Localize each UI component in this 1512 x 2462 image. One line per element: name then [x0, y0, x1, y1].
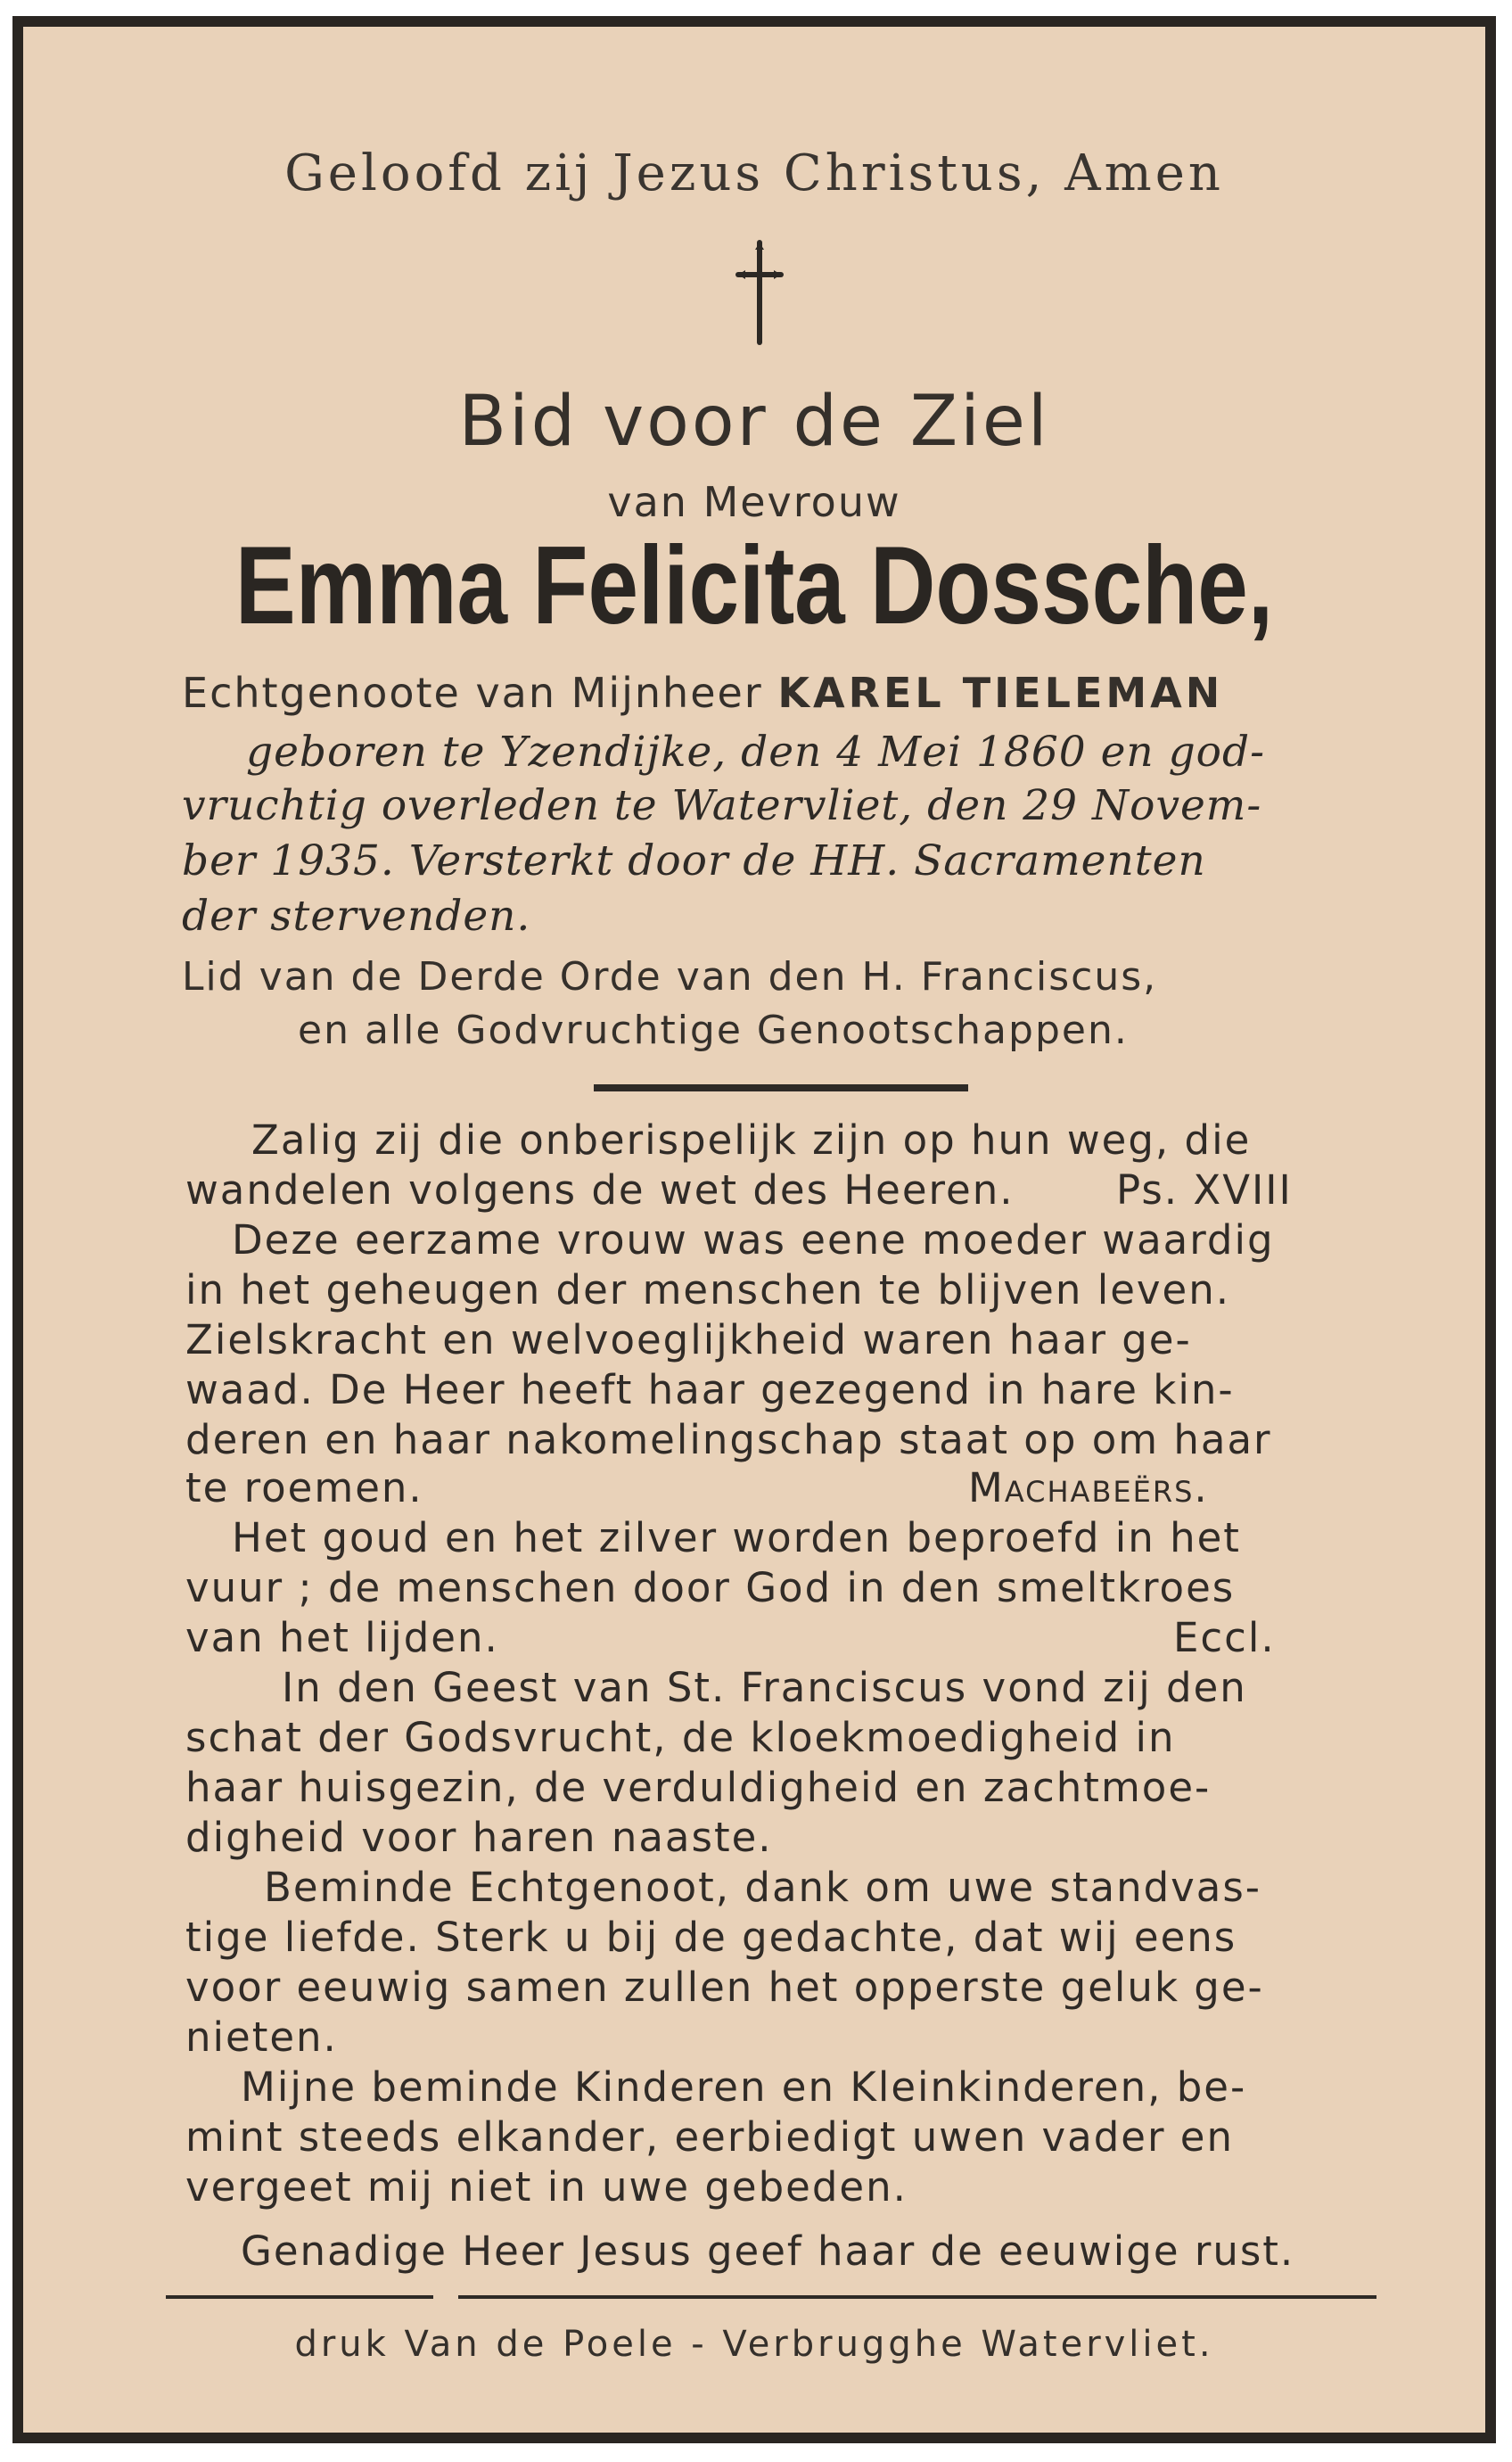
body-line: Het goud en het zilver worden beproefd in het [232, 1514, 1241, 1561]
membership-line: en alle Godvruchtige Genootschappen. [298, 1008, 1129, 1053]
body-line: tige liefde. Sterk u bij de gedachte, dat wij eens [185, 1914, 1237, 1961]
bio-line: vruchtig overleden te Watervliet, den 29 Novem- [182, 781, 1262, 830]
body-line: deren en haar nakomelingschap staat op om haar [185, 1416, 1272, 1463]
bio-line: geboren te Yzendijke, den 4 Mei 1860 en god- [246, 728, 1265, 777]
body-line: Deze eerzame vrouw was eene moeder waardig [232, 1216, 1275, 1264]
body-line: In den Geest van St. Franciscus vond zij den [282, 1664, 1247, 1711]
spouse-name: KAREL TIELEMAN [777, 669, 1224, 717]
spouse-line [182, 669, 1223, 717]
memorial-card [12, 16, 1496, 2443]
body-line: van het lijden. [185, 1614, 499, 1661]
body-line: Beminde Echtgenoot, dank om uwe standvas- [264, 1864, 1262, 1911]
body-line: in het geheugen der menschen te blijven leven. [185, 1266, 1231, 1313]
body-line: te roemen. [185, 1464, 423, 1511]
body-line: digheid voor haren naaste. [185, 1814, 773, 1861]
bottom-rule-left [166, 2295, 433, 2299]
deceased-name: Emma Felicita Dossche, [234, 524, 1274, 647]
title-prefix: van Mevrouw [607, 478, 901, 526]
bio-line: ber 1935. Versterkt door de HH. Sacramenten [182, 836, 1206, 885]
bio-line: der stervenden. [182, 892, 531, 941]
closing-prayer: Genadige Heer Jesus geef haar de eeuwige rust. [241, 2227, 1295, 2275]
divider [594, 1084, 968, 1091]
source-psalm: Ps. XVIII [1116, 1166, 1293, 1214]
body-line: haar huisgezin, de verduldigheid en zachtmoe- [185, 1764, 1212, 1811]
latin-cross-icon [733, 239, 786, 346]
body-line: mint steeds elkander, eerbiedigt uwen vader en [185, 2113, 1234, 2161]
greeting: Geloofd zij Jezus Christus, Amen [284, 144, 1224, 202]
printer-credit: druk Van de Poele - Verbrugghe Watervliet. [294, 2324, 1214, 2365]
body-line: schat der Godsvrucht, de kloekmoedigheid in [185, 1714, 1176, 1761]
body-line: Zalig zij die onberispelijk zijn op hun weg, die [251, 1116, 1252, 1164]
card-paper [23, 27, 1485, 2433]
body-line: voor eeuwig samen zullen het opperste geluk ge- [185, 1964, 1264, 2011]
body-line: waad. De Heer heeft haar gezegend in hare kin- [185, 1366, 1235, 1413]
bottom-rule-right [458, 2295, 1376, 2299]
heading: Bid voor de Ziel [458, 382, 1050, 462]
body-line: nieten. [185, 2013, 338, 2061]
body-line: Zielskracht en welvoeglijkheid waren haar ge- [185, 1316, 1192, 1363]
membership-line: Lid van de Derde Orde van den H. Franciscus, [182, 954, 1158, 1000]
body-line: vuur ; de menschen door God in den smeltkroes [185, 1564, 1236, 1611]
source-machabeers: Machabeërs. [968, 1464, 1209, 1511]
body-line: Mijne beminde Kinderen en Kleinkinderen, be- [241, 2063, 1247, 2111]
source-eccl: Eccl. [1173, 1614, 1276, 1661]
spouse-prefix: Echtgenoote van Mijnheer [182, 669, 763, 717]
body-line: vergeet mij niet in uwe gebeden. [185, 2163, 908, 2211]
body-line: wandelen volgens de wet des Heeren. [185, 1166, 1015, 1214]
